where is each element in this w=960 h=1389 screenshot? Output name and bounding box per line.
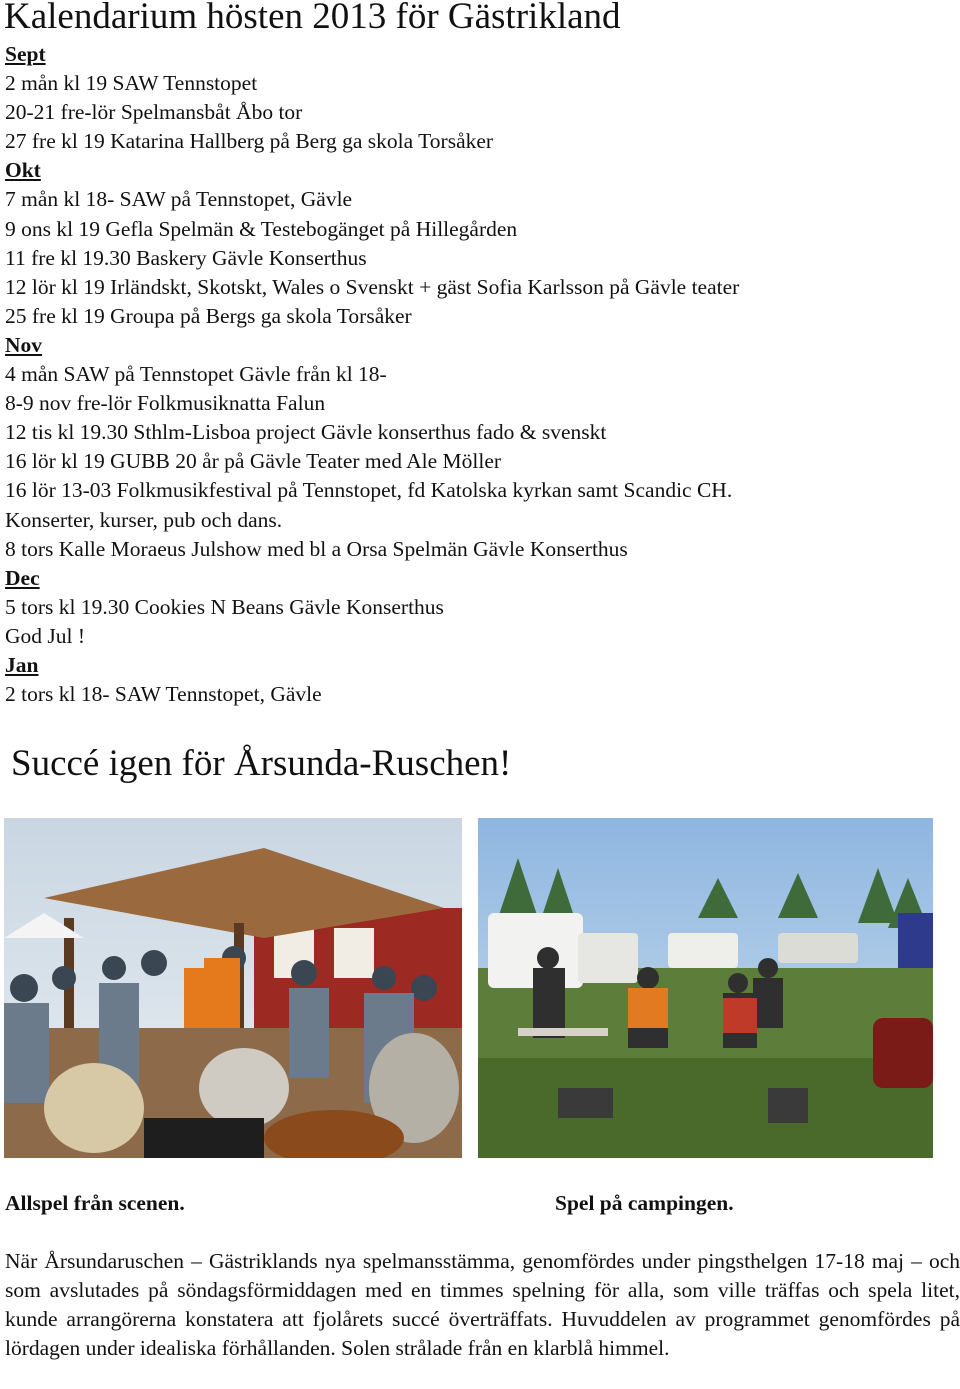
article-body: När Årsundaruschen – Gästriklands nya spelmansstämma, genomfördes under pingsthelgen 17-18 maj – och som avslutades på söndagsförmiddagen med en timmes spelning för alla, som ville träffas och spela litet, kunde arrangörerna konstatera att fjolårets succé överträffats. Huvuddelen av programmet genomfördes på lördagen under idealiska förhållanden. Solen strålade från en klarblå himmel. (5, 1249, 960, 1360)
calendar-event: 9 ons kl 19 Gefla Spelmän & Testebogänget på Hillegården (5, 216, 518, 241)
photo-caption-left: Allspel från scenen. (5, 1191, 185, 1215)
calendar-event: 4 mån SAW på Tennstopet Gävle från kl 18- (5, 362, 387, 387)
calendar-month-heading: Sept (5, 42, 46, 66)
calendar-event: 8 tors Kalle Moraeus Julshow med bl a Orsa Spelmän Gävle Konserthus (5, 536, 628, 561)
photo-campsite-playing (478, 818, 933, 1158)
calendar-event: 7 mån kl 18- SAW på Tennstopet, Gävle (5, 187, 353, 212)
calendar-event: 27 fre kl 19 Katarina Hallberg på Berg ga skola Torsåker (5, 129, 494, 154)
calendar-month-heading: Nov (5, 332, 43, 357)
calendar-event: 16 lör 13-03 Folkmusikfestival på Tennstopet, fd Katolska kyrkan samt Scandic CH. (5, 478, 733, 503)
calendar-event: 2 tors kl 18- SAW Tennstopet, Gävle (5, 682, 322, 707)
calendar-month-heading: Dec (5, 565, 40, 590)
calendar-event: 8-9 nov fre-lör Folkmusiknatta Falun (5, 391, 326, 416)
calendar-event: 2 mån kl 19 SAW Tennstopet (5, 71, 258, 96)
calendar-event: 5 tors kl 19.30 Cookies N Beans Gävle Konserthus (5, 594, 444, 619)
article-headline: Succé igen för Årsunda-Ruschen! (11, 743, 512, 784)
page-title: Kalendarium hösten 2013 för Gästrikland (4, 0, 621, 37)
photo-stage-allspel (4, 818, 462, 1158)
calendar-event: 25 fre kl 19 Groupa på Bergs ga skola Torsåker (5, 303, 412, 328)
calendar-event: 16 lör kl 19 GUBB 20 år på Gävle Teater med Ale Möller (5, 449, 502, 474)
calendar-event: 12 lör kl 19 Irländskt, Skotskt, Wales o Svenskt + gäst Sofia Karlsson på Gävle teater (5, 274, 740, 299)
calendar-event: 12 tis kl 19.30 Sthlm-Lisboa project Gävle konserthus fado & svenskt (5, 420, 607, 445)
calendar-month-heading: Okt (5, 158, 41, 183)
calendar-event: 20-21 fre-lör Spelmansbåt Åbo tor (5, 100, 303, 125)
calendar-event: 11 fre kl 19.30 Baskery Gävle Konserthus (5, 245, 367, 270)
calendar-list (5, 40, 955, 709)
calendar-event: Konserter, kurser, pub och dans. (5, 507, 283, 532)
calendar-event: God Jul ! (5, 623, 86, 648)
calendar-month-heading: Jan (5, 652, 39, 677)
photo-caption-right: Spel på campingen. (555, 1191, 734, 1215)
